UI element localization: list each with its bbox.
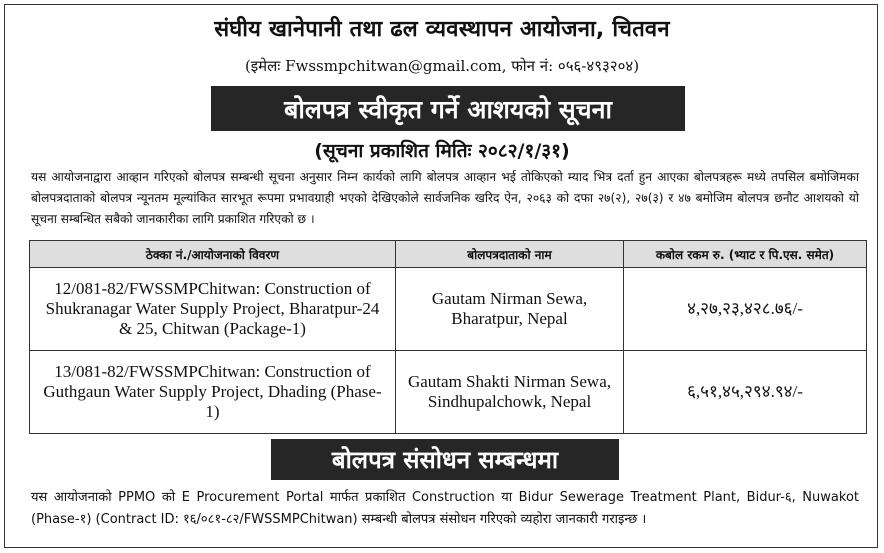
column-header-bidder: बोलपत्रदाताको नाम	[396, 241, 624, 268]
award-table	[29, 240, 867, 434]
bidder-cell: Gautam Nirman Sewa, Bharatpur, Nepal	[396, 268, 624, 351]
contact-line: (इमेलः Fwssmpchitwan@gmail.com, फोन नं: ०५६-४९३२०४)	[244, 57, 640, 75]
amount-cell: ६,५१,४५,२९४.९४/-	[624, 351, 867, 434]
notice-title: संघीय खानेपानी तथा ढल व्यवस्थापन आयोजना, चितवन	[214, 17, 670, 42]
table-row	[30, 351, 867, 434]
contract-cell: 13/081-82/FWSSMPChitwan: Construction of Guthgaun Water Supply Project, Dhading (Phase-1)	[30, 351, 396, 434]
amendment-paragraph: यस आयोजनाको PPMO को E Procurement Portal मार्फत प्रकाशित Construction या Bidur Sewerage Treatment Plant, Bidur-६, Nuwakot (Phase-१) (Contract ID: १६/०८१-८२/FWSSMPChitwan) सम्बन्धी बोलपत्र संसोधन गरिएको व्यहोरा जानकारी गराइन्छ ।	[31, 490, 859, 527]
intro-paragraph: यस आयोजनाद्वारा आव्हान गरिएको बोलपत्र सम्बन्धी सूचना अनुसार निम्न कार्यको लागि बोलपत्र आव्हान भई तोकिएको म्याद भित्र दर्ता हुन आएका बोलपत्रहरू मध्ये तपसिल बमोजिमका बोलपत्रदाताको बोलपत्र न्यूनतम मूल्यांकित सारभूत रूपमा प्रभावग्राही भएको देखिएकोले सार्वजनिक खरिद ऐन, २०६३ को दफा २७(२), २७(३) र ४७ बमोजिम बोलपत्र छनौट आशयको यो सूचना सम्बन्धित सबैको जानकारीका लागि प्रकाशित गरिएको छ ।	[31, 170, 859, 226]
table-header-row	[30, 241, 867, 268]
notice-heading-banner	[211, 86, 685, 131]
amendment-heading-banner	[271, 439, 619, 480]
contract-cell: 12/081-82/FWSSMPChitwan: Construction of Shukranagar Water Supply Project, Bharatpur-24 & 25, Chitwan (Package-1)	[30, 268, 396, 351]
notice-heading: बोलपत्र स्वीकृत गर्ने आशयको सूचना	[284, 94, 612, 124]
published-date: (सूचना प्रकाशित मितिः २०८२/१/३१)	[314, 140, 570, 162]
column-header-amount: कबोल रकम रु. (भ्याट र पि.एस. समेत)	[624, 241, 867, 268]
amendment-heading: बोलपत्र संसोधन सम्बन्धमा	[331, 446, 559, 474]
column-header-contract: ठेक्का नं./आयोजनाको विवरण	[30, 241, 396, 268]
bidder-cell: Gautam Shakti Nirman Sewa, Sindhupalchowk, Nepal	[396, 351, 624, 434]
table-row	[30, 268, 867, 351]
amount-cell: ४,२७,२३,४२८.७६/-	[624, 268, 867, 351]
